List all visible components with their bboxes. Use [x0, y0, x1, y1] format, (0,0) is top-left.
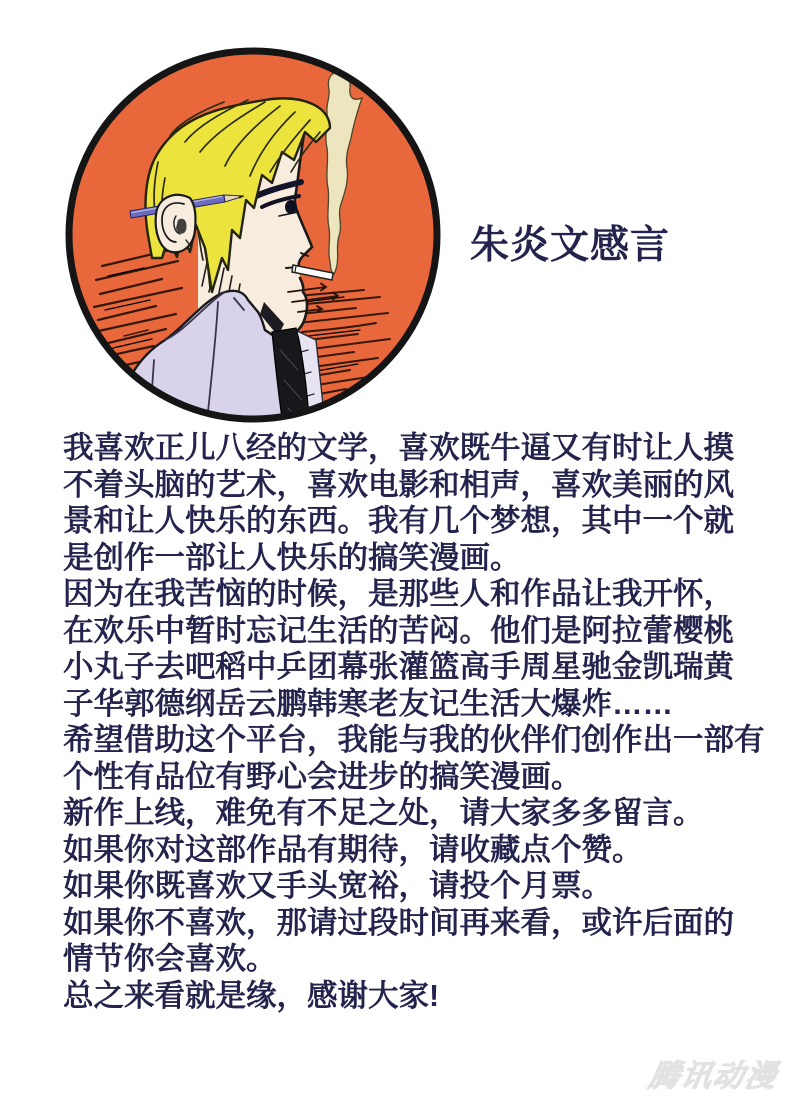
remarks-line: 如果你对这部作品有期待，请收藏点个赞。 — [63, 832, 643, 867]
author-avatar — [58, 40, 448, 430]
remarks-line: 不着头脑的艺术，喜欢电影和相声，喜欢美丽的风 — [63, 467, 734, 502]
remarks-line: 新作上线，难免有不足之处，请大家多多留言。 — [63, 796, 704, 830]
page-title: 朱炎文感言 — [470, 224, 671, 267]
remarks-line: 因为在我苦恼的时候，是那些人和作品让我开怀， — [63, 577, 734, 611]
author-portrait-illustration — [58, 40, 448, 430]
remarks-line: 小丸子去吧稻中乒团幕张灌篮高手周星驰金凯瑞黄 — [63, 650, 734, 684]
remarks-line: 情节你会喜欢。 — [63, 942, 277, 976]
remarks-line: 如果你既喜欢又手头宽裕，请投个月票。 — [63, 869, 612, 903]
remarks-line: 希望借助这个平台，我能与我的伙伴们创作出一部有 — [63, 723, 765, 757]
remarks-text — [63, 430, 783, 1014]
remarks-line: 在欢乐中暂时忘记生活的苦闷。他们是阿拉蕾樱桃 — [63, 613, 734, 648]
remarks-line: 子华郭德纲岳云鹏韩寒老友记生活大爆炸…… — [63, 686, 673, 721]
remarks-line: 是创作一部让人快乐的搞笑漫画。 — [63, 540, 521, 575]
remarks-line: 景和让人快乐的东西。我有几个梦想，其中一个就 — [63, 504, 734, 538]
remarks-line: 如果你不喜欢，那请过段时间再来看，或许后面的 — [63, 905, 734, 940]
ear — [156, 195, 196, 252]
remarks-line: 个性有品位有野心会进步的搞笑漫画。 — [63, 759, 582, 794]
remarks-line: 我喜欢正儿八经的文学，喜欢既牛逼又有时让人摸 — [63, 431, 734, 465]
remarks-line: 总之来看就是缘，感谢大家! — [63, 978, 440, 1013]
tencent-comics-watermark: 腾讯动漫 — [646, 1060, 781, 1093]
